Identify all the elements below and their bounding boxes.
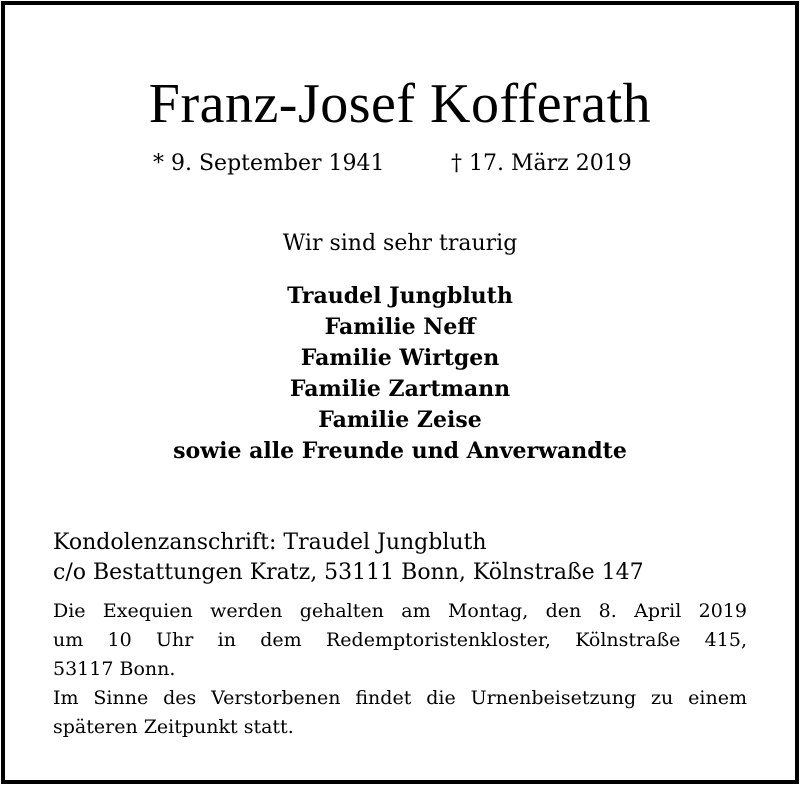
funeral-details: [53, 597, 747, 742]
mourner-item: Familie Zeise: [318, 407, 482, 433]
death-date: † 17. März 2019: [451, 151, 632, 176]
mourning-intro: Wir sind sehr traurig: [282, 231, 518, 256]
mourner-item: Familie Neff: [324, 314, 476, 340]
birth-date: * 9. September 1941: [153, 151, 385, 176]
mourner-item: Traudel Jungbluth: [287, 283, 513, 309]
address-line: Kondolenzanschrift: Traudel Jungbluth: [53, 530, 487, 555]
mourner-item: Familie Wirtgen: [300, 345, 500, 371]
details-line: 53117 Bonn.: [53, 658, 176, 680]
details-line: Die Exequien werden gehalten am Montag, den 8. April 2019: [53, 600, 747, 622]
life-dates: [0, 148, 800, 180]
mourner-item: sowie alle Freunde und Anverwandte: [173, 438, 627, 464]
details-line: Im Sinne des Verstorbenen findet die Urnenbeisetzung zu einem: [53, 687, 747, 709]
details-line: späteren Zeitpunkt statt.: [53, 716, 294, 738]
address-line: c/o Bestattungen Kratz, 53111 Bonn, Kölnstraße 147: [53, 560, 644, 585]
mourner-item: Familie Zartmann: [289, 376, 511, 402]
deceased-name: Franz-Josef Kofferath: [148, 73, 652, 135]
details-line: um 10 Uhr in dem Redemptoristenkloster, Kölnstraße 415,: [53, 629, 747, 651]
condolence-address: [53, 528, 753, 588]
mourners-list: [0, 281, 800, 467]
